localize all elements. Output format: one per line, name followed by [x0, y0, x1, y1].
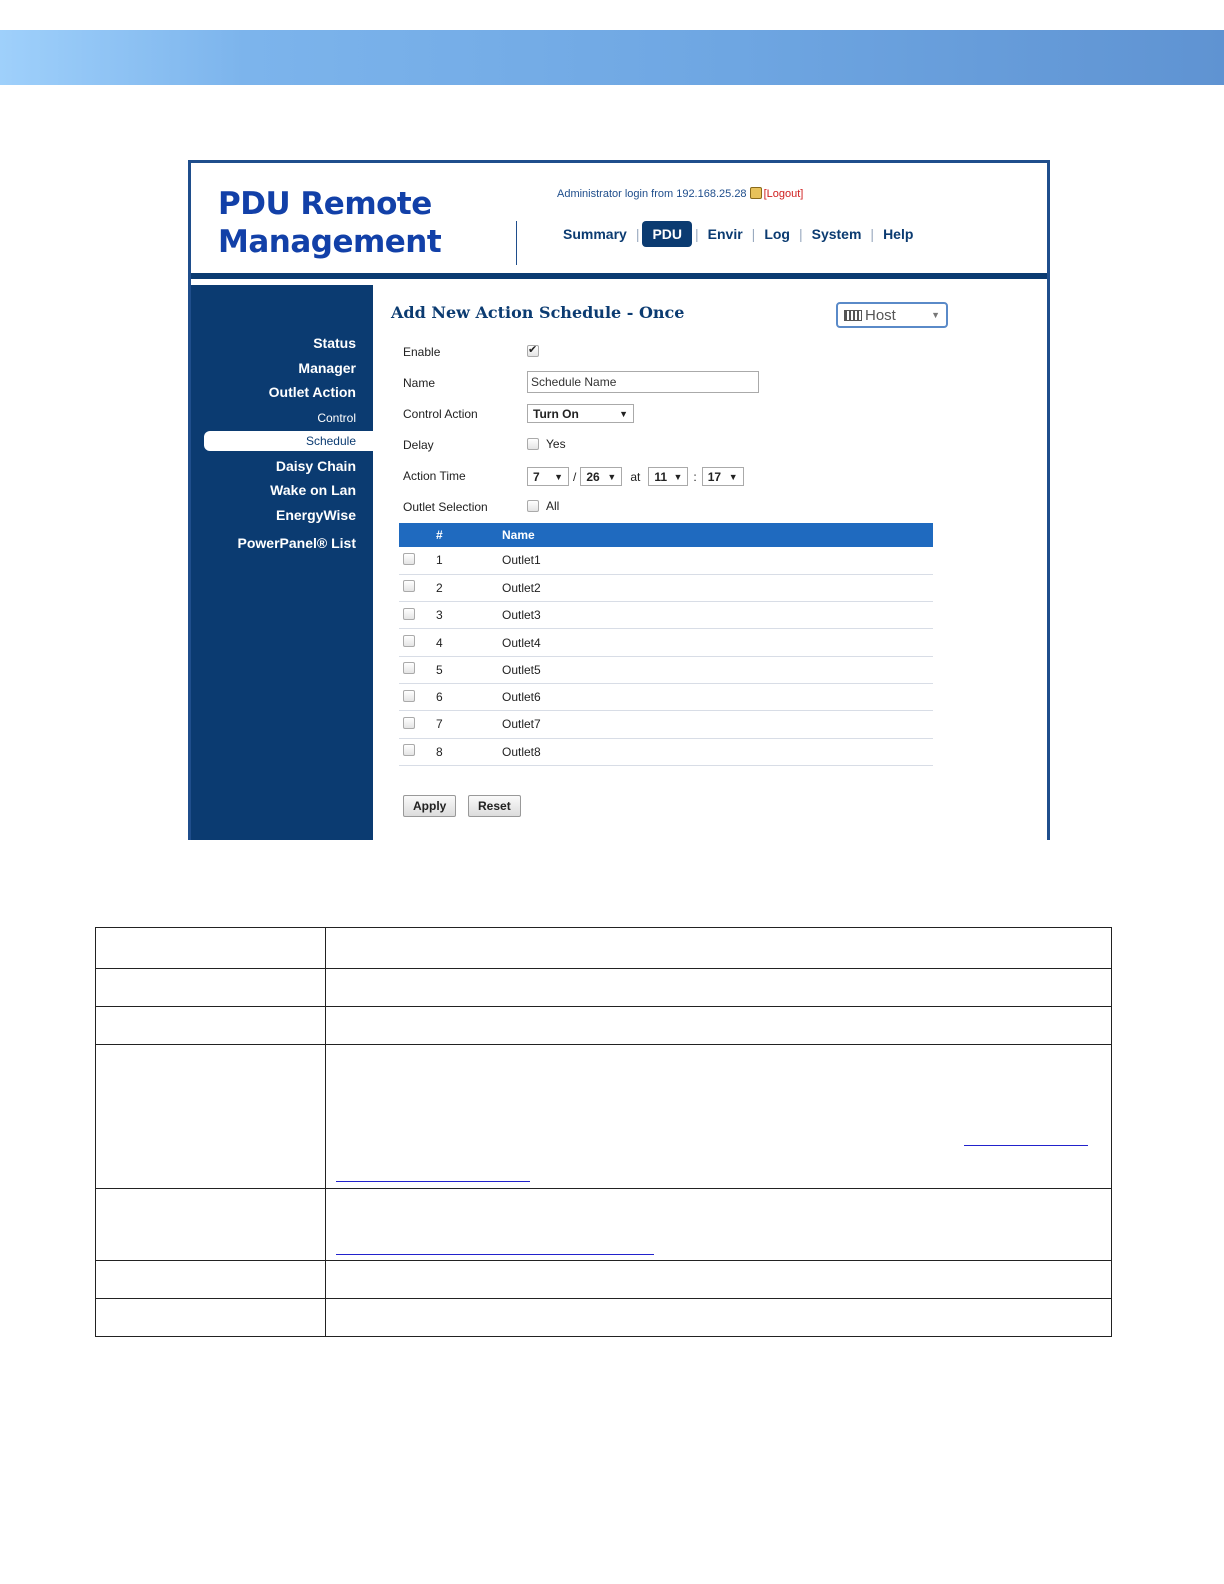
table-cell [326, 928, 1112, 969]
sidebar-item-wake-on-lan[interactable]: Wake on Lan [270, 482, 356, 498]
main-nav [557, 221, 919, 247]
date-separator: / [573, 469, 577, 484]
outlet-name: Outlet1 [501, 547, 933, 574]
month-value: 7 [533, 469, 540, 484]
outlet-name: Outlet4 [501, 629, 933, 656]
sidebar [191, 285, 373, 840]
header [191, 163, 1047, 279]
table-row [96, 1007, 1112, 1045]
table-cell [326, 1045, 1112, 1189]
day-value: 26 [586, 469, 600, 484]
delay-label: Delay [403, 438, 434, 452]
table-row [96, 1189, 1112, 1261]
delay-checkbox[interactable] [527, 438, 539, 450]
login-text: Administrator login from 192.168.25.28 [557, 188, 747, 200]
header-name: Name [501, 523, 933, 547]
chevron-down-icon: ▼ [931, 310, 940, 320]
outlet-name: Outlet6 [501, 683, 933, 710]
outlet-selection-label: Outlet Selection [403, 500, 488, 514]
sidebar-item-outlet-action[interactable]: Outlet Action [268, 384, 356, 400]
minute-select[interactable] [702, 467, 744, 486]
table-cell [96, 1007, 326, 1045]
table-cell [96, 1261, 326, 1299]
outlet-checkbox[interactable] [403, 717, 415, 729]
outlet-name: Outlet2 [501, 574, 933, 601]
description-table [95, 927, 1112, 1337]
name-label: Name [403, 376, 436, 390]
sidebar-item-status[interactable]: Status [313, 335, 356, 351]
outlet-all-label: All [546, 499, 560, 513]
table-cell [326, 969, 1112, 1007]
table-cell [96, 1299, 326, 1337]
outlet-checkbox[interactable] [403, 690, 415, 702]
host-select[interactable] [836, 302, 948, 328]
outlet-number: 1 [435, 547, 501, 574]
time-separator: : [693, 469, 697, 484]
logo-line-1: PDU Remote [218, 186, 432, 222]
table-row [96, 928, 1112, 969]
sidebar-item-daisy-chain[interactable]: Daisy Chain [275, 458, 356, 474]
schedule-name-input[interactable] [527, 371, 759, 393]
month-select[interactable] [527, 467, 569, 486]
table-row [96, 969, 1112, 1007]
chevron-down-icon: ▼ [607, 471, 617, 482]
action-time-label: Action Time [403, 469, 466, 483]
outlet-checkbox[interactable] [403, 744, 415, 756]
table-cell [96, 969, 326, 1007]
page-title: Add New Action Schedule - Once [391, 303, 685, 322]
at-label: at [630, 469, 641, 484]
table-row [399, 574, 933, 601]
table-row [399, 738, 933, 765]
control-action-label: Control Action [403, 407, 478, 421]
nav-separator: | [870, 226, 875, 242]
apply-button[interactable]: Apply [403, 795, 456, 817]
reset-button[interactable]: Reset [468, 795, 521, 817]
pdu-web-ui-screenshot [188, 160, 1050, 840]
header-divider [516, 221, 517, 265]
nav-separator: | [635, 226, 640, 242]
outlet-checkbox[interactable] [403, 662, 415, 674]
nav-separator: | [695, 226, 699, 242]
nav-separator: | [751, 226, 756, 242]
table-cell [326, 1007, 1112, 1045]
logout-link[interactable]: [Logout] [763, 188, 804, 200]
table-cell [96, 1045, 326, 1189]
outlet-name: Outlet5 [501, 656, 933, 683]
outlet-number: 7 [435, 711, 501, 738]
table-cell [96, 928, 326, 969]
chevron-down-icon: ▼ [554, 471, 563, 482]
day-select[interactable] [580, 467, 622, 486]
outlet-number: 8 [435, 738, 501, 765]
delay-option-label: Yes [546, 437, 566, 451]
outlet-number: 2 [435, 574, 501, 601]
outlet-checkbox[interactable] [403, 553, 415, 565]
hour-select[interactable] [648, 467, 688, 486]
control-action-select[interactable] [527, 404, 634, 423]
table-row [399, 547, 933, 574]
table-cell [96, 1189, 326, 1261]
sidebar-item-control[interactable]: Control [317, 411, 356, 425]
nav-help[interactable]: Help [883, 226, 914, 242]
outlet-name: Outlet8 [501, 738, 933, 765]
outlet-checkbox[interactable] [403, 635, 415, 647]
hyperlink[interactable] [336, 1181, 530, 1182]
outlet-checkbox[interactable] [403, 608, 415, 620]
sidebar-item-schedule[interactable]: Schedule [204, 431, 373, 451]
cell-content [336, 1190, 1101, 1260]
top-banner [0, 30, 1224, 85]
lock-icon [750, 187, 762, 199]
hyperlink[interactable] [336, 1254, 654, 1255]
outlet-number: 3 [435, 602, 501, 629]
outlet-number: 5 [435, 656, 501, 683]
login-info [557, 187, 803, 200]
chevron-down-icon: ▼ [728, 471, 738, 482]
table-cell [326, 1189, 1112, 1261]
enable-checkbox[interactable] [527, 345, 539, 357]
header-number: # [435, 523, 501, 547]
chevron-down-icon: ▼ [673, 471, 683, 482]
sidebar-item-manager[interactable]: Manager [298, 360, 356, 376]
hyperlink[interactable] [964, 1145, 1088, 1146]
table-row [96, 1261, 1112, 1299]
nav-system[interactable]: System [811, 226, 862, 242]
chevron-down-icon: ▼ [619, 408, 628, 419]
hour-value: 11 [654, 469, 668, 484]
header-checkbox-col [399, 523, 435, 547]
outlet-number: 6 [435, 683, 501, 710]
table-row [96, 1045, 1112, 1189]
outlet-selection-field [527, 499, 559, 513]
outlet-table [399, 523, 933, 766]
outlet-number: 4 [435, 629, 501, 656]
table-header-row [399, 523, 933, 547]
nav-log[interactable]: Log [764, 226, 790, 242]
table-cell [326, 1299, 1112, 1337]
table-row [399, 683, 933, 710]
logo-line-2: Management [218, 224, 442, 260]
control-action-value: Turn On [533, 406, 579, 421]
nav-envir[interactable]: Envir [707, 226, 743, 242]
table-row [96, 1299, 1112, 1337]
action-time-field [527, 467, 744, 486]
sidebar-item-powerpanel-list[interactable]: PowerPanel® List [237, 535, 356, 551]
table-row [399, 656, 933, 683]
logo [218, 185, 441, 261]
outlet-name: Outlet3 [501, 602, 933, 629]
host-select-value: Host [865, 306, 896, 324]
table-row [399, 602, 933, 629]
enable-field [527, 345, 546, 357]
delay-field [527, 437, 566, 451]
outlet-name: Outlet7 [501, 711, 933, 738]
table-row [399, 711, 933, 738]
name-field [527, 371, 759, 393]
nav-summary[interactable]: Summary [563, 226, 627, 242]
table-cell [326, 1261, 1112, 1299]
outlet-all-checkbox[interactable] [527, 500, 539, 512]
keyboard-icon [844, 310, 862, 321]
enable-label: Enable [403, 345, 441, 359]
nav-pdu[interactable]: PDU [642, 221, 692, 247]
content-panel [373, 285, 1047, 840]
outlet-checkbox[interactable] [403, 580, 415, 592]
cell-content [336, 1046, 1101, 1188]
table-row [399, 629, 933, 656]
sidebar-item-energywise[interactable]: EnergyWise [275, 507, 356, 523]
control-action-field [527, 404, 634, 423]
minute-value: 17 [707, 469, 722, 484]
nav-separator: | [798, 226, 803, 242]
